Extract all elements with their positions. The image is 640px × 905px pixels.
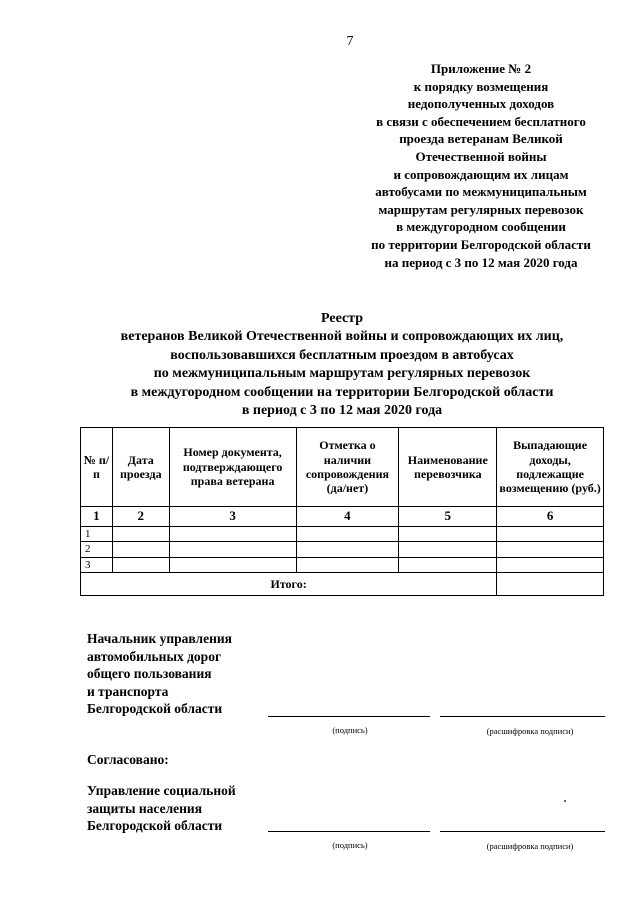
appendix-line: проезда ветеранам Великой <box>399 131 563 147</box>
appendix-line: в междугородном сообщении <box>396 219 566 235</box>
decoding-caption: (расшифровка подписи) <box>486 841 574 851</box>
decoding-line <box>440 716 605 717</box>
registry-subtitle-line: в период с 3 по 12 мая 2020 года <box>241 403 443 419</box>
head-of-department-block <box>87 630 232 718</box>
table-row <box>81 542 604 557</box>
registry-subtitle-line: по межмуниципальным маршрутам регулярных перевозок <box>153 366 531 382</box>
total-value-cell <box>497 573 604 596</box>
scan-speck <box>564 800 566 802</box>
table-cell <box>296 557 399 572</box>
agreed-label: Согласовано: <box>87 752 169 767</box>
organization-line: Управление социальной <box>87 783 236 798</box>
signature-caption: (подпись) <box>332 725 368 735</box>
row-number: 2 <box>81 542 113 557</box>
page-number: 7 <box>346 34 354 49</box>
position-line: Начальник управления <box>87 631 232 646</box>
appendix-title: Приложение № 2 <box>430 61 532 76</box>
decoding-line <box>440 831 605 832</box>
header-escort-mark: Отметка о наличии сопровождения (да/нет) <box>296 428 399 507</box>
table-cell <box>497 557 604 572</box>
table-cell <box>112 527 169 542</box>
appendix-line: Отечественной войны <box>415 148 547 164</box>
signature-line <box>268 716 430 717</box>
table-cell <box>169 542 296 557</box>
column-number: 2 <box>112 507 169 527</box>
table-cell <box>296 527 399 542</box>
table-cell <box>497 527 604 542</box>
column-number: 5 <box>399 507 497 527</box>
appendix-header <box>350 60 612 271</box>
column-number: 1 <box>81 507 113 527</box>
table-cell <box>399 542 497 557</box>
table-header-row <box>81 428 604 507</box>
registry-title: Реестр <box>320 311 363 326</box>
registry-subtitle-line: ветеранов Великой Отечественной войны и сопровождающих их лиц, <box>120 329 564 345</box>
registry-subtitle-line: воспользовавшихся бесплатным проездом в автобусах <box>170 347 514 363</box>
table-cell <box>296 542 399 557</box>
table-cell <box>399 557 497 572</box>
column-number-row <box>81 507 604 527</box>
total-row <box>81 573 604 596</box>
organization-line: Белгородской области <box>87 818 223 834</box>
registry-title-block <box>80 310 604 420</box>
appendix-line: к порядку возмещения <box>413 78 549 94</box>
header-carrier-name: Наименование перевозчика <box>399 428 497 507</box>
table-cell <box>112 542 169 557</box>
appendix-line: и сопровождающим их лицам <box>393 166 569 182</box>
position-line: Белгородской области <box>87 701 223 717</box>
column-number: 6 <box>497 507 604 527</box>
appendix-line: автобусами по межмуниципальным <box>375 184 587 200</box>
table-cell <box>169 557 296 572</box>
registry-table <box>80 427 604 596</box>
appendix-line: недополученных доходов <box>407 96 555 112</box>
row-number: 3 <box>81 557 113 572</box>
social-protection-block <box>87 782 236 835</box>
column-number: 4 <box>296 507 399 527</box>
header-lost-income: Выпадающие доходы, подлежащие возмещению (руб.) <box>497 428 604 507</box>
organization-line: защиты населения <box>87 800 203 816</box>
header-document-number: Номер документа, подтверждающего права ветерана <box>169 428 296 507</box>
header-date: Дата проезда <box>112 428 169 507</box>
signature-line <box>268 831 430 832</box>
appendix-line: по территории Белгородской области <box>371 236 591 252</box>
table-cell <box>497 542 604 557</box>
position-line: автомобильных дорог <box>87 648 222 664</box>
appendix-line: в связи с обеспечением бесплатного <box>376 113 586 129</box>
position-line: общего пользования <box>87 666 212 682</box>
registry-subtitle-line: в междугородном сообщении на территории Белгородской области <box>130 384 554 400</box>
signature-caption: (подпись) <box>332 840 368 850</box>
row-number: 1 <box>81 527 113 542</box>
table-row <box>81 557 604 572</box>
position-line: и транспорта <box>87 683 169 699</box>
total-label: Итого: <box>81 573 497 596</box>
appendix-line: на период с 3 по 12 мая 2020 года <box>384 254 578 270</box>
table-cell <box>169 527 296 542</box>
table-cell <box>399 527 497 542</box>
appendix-line: маршрутам регулярных перевозок <box>378 201 584 217</box>
decoding-caption: (расшифровка подписи) <box>486 726 574 736</box>
column-number: 3 <box>169 507 296 527</box>
header-number: № п/п <box>81 428 113 507</box>
table-row <box>81 527 604 542</box>
table-cell <box>112 557 169 572</box>
